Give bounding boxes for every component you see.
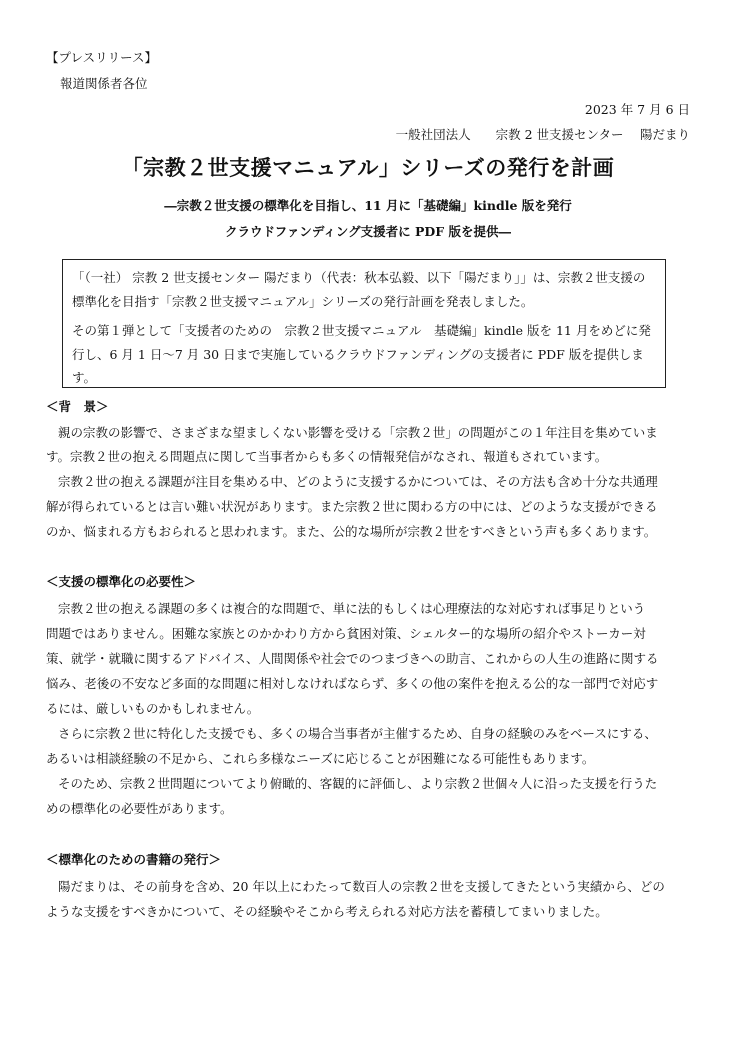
- body-line: 策、就学・就職に関するアドバイス、人間関係や社会でのつまづきへの助言、これからの人生の進路に関する: [46, 651, 659, 666]
- body-line: めの標準化の必要性があります。: [46, 801, 233, 816]
- body-line: さらに宗教２世に特化した支援でも、多くの場合当事者が主催するため、自身の経験のみをベースにする、: [58, 726, 657, 741]
- body-line: 問題ではありません。困難な家族とのかかわり方から貧困対策、シェルター的な場所の紹介やストーカー対: [46, 626, 646, 641]
- body-line: ような支援をすべきかについて、その経験やそこから考えられる対応方法を蓄積してまいりました。: [46, 904, 608, 919]
- release-date: 2023 年 7 月 6 日: [584, 102, 690, 117]
- body-line: るには、厳しいものかもしれません。: [46, 701, 260, 716]
- body-line: あるいは相談経験の不足から、これら多様なニーズに応じることが困難になる可能性もあります。: [46, 751, 595, 766]
- summary-line: す。: [72, 370, 97, 385]
- summary-box: [62, 259, 666, 388]
- organization-name: 一般社団法人 宗教 2 世支援センター 陽だまり: [395, 127, 690, 142]
- body-line: 宗教２世の抱える課題の多くは複合的な問題で、単に法的もしくは心理療法的な対応すれば事足りという: [58, 601, 646, 616]
- section-heading-background: ＜背 景＞: [46, 399, 109, 414]
- body-line: す。宗教２世の抱える問題点に関して当事者からも多くの情報発信がなされ、報道もされています。: [46, 449, 608, 464]
- body-line: 陽だまりは、その前身を含め、20 年以上にわたって数百人の宗教２世を支援してきたという実績から、どの: [58, 879, 665, 894]
- summary-line: その第１弾として「支援者のための 宗教２世支援マニュアル 基礎編」kindle 版を 11 月をめどに発: [72, 323, 651, 338]
- body-line: 宗教２世の抱える課題が注目を集める中、どのように支援するかについては、その方法も含め十分な共通理: [58, 474, 658, 489]
- addressee: 報道関係者各位: [60, 76, 148, 91]
- page-title: 「宗教２世支援マニュアル」シリーズの発行を計画: [121, 155, 615, 180]
- subtitle-line: クラウドファンディング支援者に PDF 版を提供―: [225, 224, 511, 239]
- summary-line: 標準化を目指す「宗教２世支援マニュアル」シリーズの発行計画を発表しました。: [72, 294, 534, 309]
- body-line: 悩み、老後の不安など多面的な問題に相対しなければならず、多くの他の案件を抱える公的な一部門で対応す: [46, 676, 659, 691]
- section-heading-publication: ＜標準化のための書籍の発行＞: [46, 852, 222, 867]
- body-line: そのため、宗教２世問題についてより俯瞰的、客観的に評価し、より宗教２世個々人に沿った支援を行うた: [58, 776, 658, 791]
- press-release-label: 【プレスリリース】: [46, 50, 158, 65]
- subtitle-line: ―宗教２世支援の標準化を目指し、11 月に「基礎編」kindle 版を発行: [164, 198, 572, 213]
- body-line: 親の宗教の影響で、さまざまな望ましくない影響を受ける「宗教２世」の問題がこの１年注目を集めていま: [58, 425, 658, 440]
- body-line: のか、悩まれる方もおられると思われます。また、公的な場所が宗教２世をすべきという声も多くあります。: [46, 524, 657, 539]
- body-line: 解が得られているとは言い難い状況があります。また宗教２世に関わる方の中には、どのような支援ができる: [46, 499, 658, 514]
- summary-line: 「（一社） 宗教 2 世支援センター 陽だまり（代表：秋本弘毅、以下「陽だまり」」は、宗教２世支援の: [72, 270, 646, 285]
- summary-line: 行し、6 月 1 日～7 月 30 日まで実施しているクラウドファンディングの支援者に PDF 版を提供しま: [72, 347, 644, 362]
- section-heading-necessity: ＜支援の標準化の必要性＞: [46, 574, 197, 589]
